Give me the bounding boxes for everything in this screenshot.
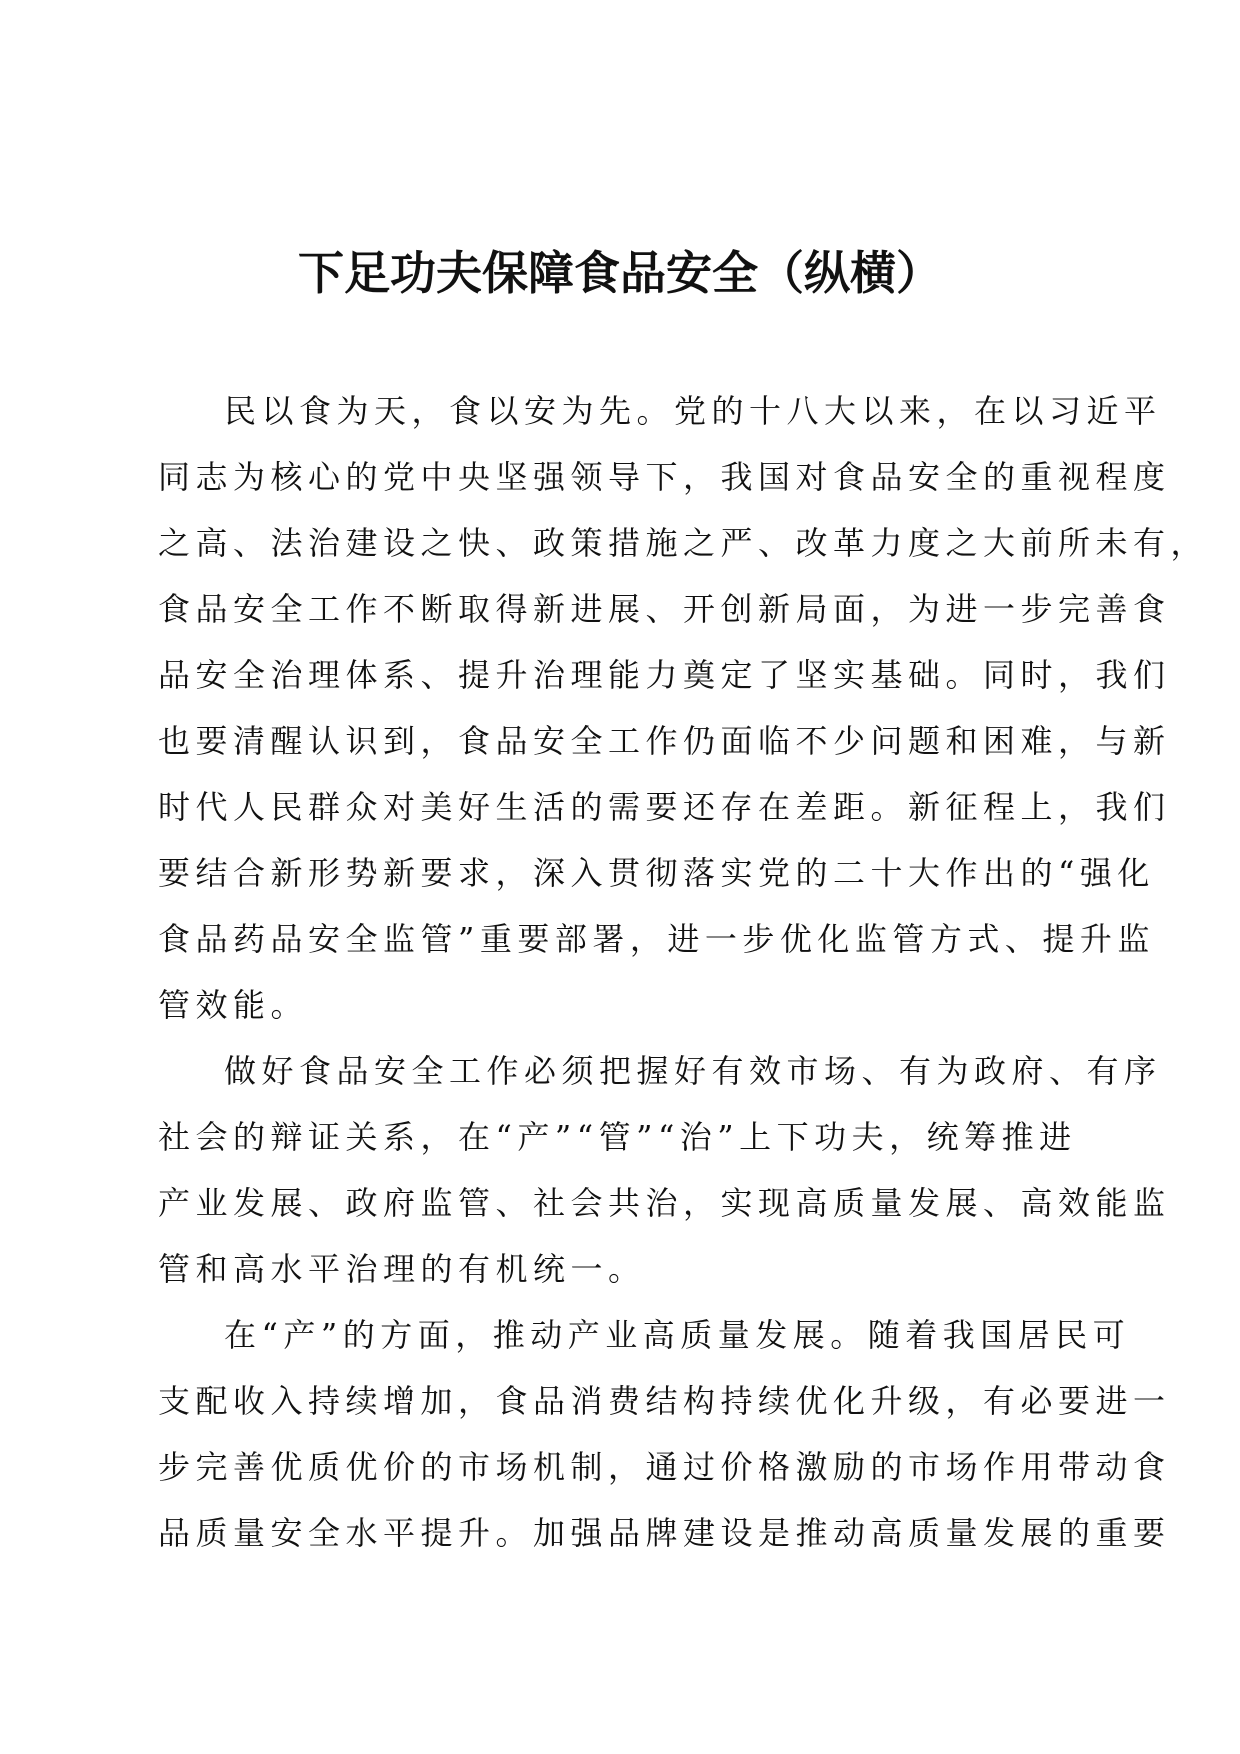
text-line: 社会的辩证关系，在“产”“管”“治”上下功夫，统筹推进	[158, 1118, 1077, 1156]
document-body	[158, 378, 1209, 1566]
text-line: 品安全治理体系、提升治理能力奠定了坚实基础。同时，我们	[158, 656, 1171, 694]
text-line: 食品药品安全监管”重要部署，进一步优化监管方式、提升监	[158, 920, 1155, 958]
text-line: 时代人民群众对美好生活的需要还存在差距。新征程上，我们	[158, 788, 1171, 826]
text-line: 之高、法治建设之快、政策措施之严、改革力度之大前所未有，	[158, 524, 1209, 562]
text-line: 也要清醒认识到，食品安全工作仍面临不少问题和困难，与新	[158, 722, 1171, 760]
text-line: 产业发展、政府监管、社会共治，实现高质量发展、高效能监	[158, 1184, 1171, 1222]
text-line: 步完善优质优价的市场机制，通过价格激励的市场作用带动食	[158, 1448, 1171, 1486]
text-line: 要结合新形势新要求，深入贯彻落实党的二十大作出的“强化	[158, 854, 1155, 892]
text-line: 在“产”的方面，推动产业高质量发展。随着我国居民可	[224, 1316, 1131, 1354]
text-line: 品质量安全水平提升。加强品牌建设是推动高质量发展的重要	[158, 1514, 1171, 1552]
text-line: 做好食品安全工作必须把握好有效市场、有为政府、有序	[224, 1052, 1162, 1090]
text-line: 民以食为天，食以安为先。党的十八大以来，在以习近平	[224, 392, 1162, 430]
text-line: 管和高水平治理的有机统一。	[158, 1250, 646, 1288]
text-line: 同志为核心的党中央坚强领导下，我国对食品安全的重视程度	[158, 458, 1171, 496]
text-line: 食品安全工作不断取得新进展、开创新局面，为进一步完善食	[158, 590, 1171, 628]
text-line: 支配收入持续增加，食品消费结构持续优化升级，有必要进一	[158, 1382, 1171, 1420]
text-line: 管效能。	[158, 986, 309, 1024]
document-title: 下足功夫保障食品安全（纵横）	[298, 246, 942, 300]
